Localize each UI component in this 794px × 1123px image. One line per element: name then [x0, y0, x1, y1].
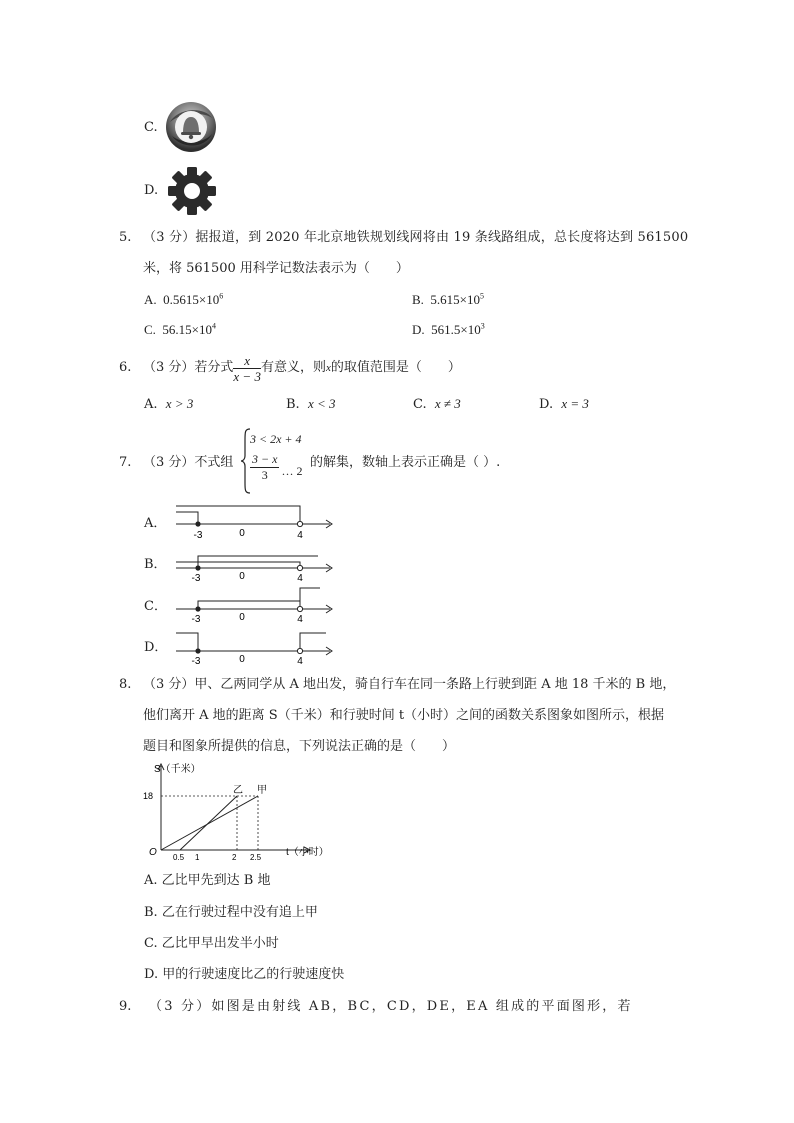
open-point: [297, 648, 302, 653]
q8-option-b: B. 乙在行驶过程中没有追上甲: [144, 905, 318, 920]
q7-suffix: 的解集，数轴上表示正确是（ ）.: [310, 455, 501, 470]
x-tick-2: 2: [232, 853, 237, 862]
x-tick-0.5: 0.5: [173, 853, 185, 862]
q6-stem: （3 分）若分式 $\frac{x}{x - 3}$ 有意义，则 x 的取值范围是（ ）: [143, 352, 461, 384]
q7-option-b-numberline: [170, 544, 336, 584]
q6-option-d: D. x = 3: [539, 396, 589, 412]
q5-option-a: A. $0.5615\times 10^6$: [144, 291, 224, 307]
q7-option-a-label: A．: [144, 516, 167, 531]
q7-option-a-numberline: [170, 500, 336, 542]
x-axis-label: t（小时）: [286, 847, 329, 858]
q8-stem-line3: 题目和图象所提供的信息，下列说法正确的是（ ）: [143, 739, 456, 754]
q6-option-b: B. x < 3: [286, 396, 336, 412]
q8-option-a: A. 乙比甲先到达 B 地: [144, 873, 271, 888]
open-point: [297, 521, 302, 526]
q5-option-b: B. $5.615\times 10^5$: [412, 291, 485, 307]
q9-stem: （3 分）如图是由射线 AB，BC，CD，DE，EA 组成的平面图形，若: [149, 999, 633, 1014]
q5-option-c: C. $56.15\times 10^4$: [144, 321, 217, 337]
q7-option-b-label: B．: [144, 557, 167, 572]
q7-option-c-numberline: [170, 585, 336, 625]
line-yi: [180, 796, 237, 850]
q7-option-c-label: C．: [144, 599, 167, 614]
tick-label-right: 4: [297, 530, 303, 541]
bell-ring-logo-icon: [164, 100, 218, 154]
tick-label-zero: 0: [239, 571, 245, 582]
line-jia: [161, 796, 258, 850]
series-label-yi: 乙: [233, 785, 243, 796]
tick-label-right: 4: [297, 614, 303, 625]
q4-option-c-label: C.: [144, 120, 158, 135]
tick-label-left: -3: [191, 656, 201, 667]
series-label-jia: 甲: [257, 785, 267, 796]
q8-option-d: D. 甲的行驶速度比乙的行驶速度快: [144, 967, 345, 982]
origin-label: O: [149, 847, 157, 858]
closed-point: [195, 521, 200, 526]
q7-prefix: （3 分）不式组: [143, 455, 234, 470]
q8-stem-line1: （3 分）甲、乙两同学从 A 地出发，骑自行车在同一条路上行驶到距 A 地 18 千米的 B 地，: [143, 677, 676, 692]
q7-inequality-2: $\frac{3 - x}{3}$ … 2: [252, 452, 303, 482]
x-tick-2.5: 2.5: [250, 853, 262, 862]
tick-label-left: -3: [191, 614, 201, 625]
q8-distance-time-graph: [140, 758, 340, 864]
q5-option-d: D. $561.5\times 10^3$: [412, 321, 485, 337]
q5-stem-line1: （3 分）据报道，到 2020 年北京地铁规划线网将由 19 条线路组成，总长度将达到 561500: [143, 230, 689, 245]
q5-number: 5.: [119, 230, 132, 245]
x-tick-1: 1: [195, 853, 200, 862]
gear-icon: [166, 166, 218, 216]
q7-option-d-label: D．: [144, 640, 168, 655]
q8-option-c: C. 乙比甲早出发半小时: [144, 936, 279, 951]
q8-stem-line2: 他们离开 A 地的距离 S（千米）和行驶时间 t（小时）之间的函数关系图象如图所示，根据: [143, 708, 665, 723]
open-point: [297, 565, 302, 570]
q6-fraction: $\frac{x}{x - 3}$: [233, 352, 261, 384]
q6-option-a: A. x > 3: [144, 396, 194, 412]
q9-number: 9.: [119, 999, 132, 1014]
tick-label-zero: 0: [239, 528, 245, 539]
q7-option-d-numberline: [170, 627, 336, 667]
q7-number: 7.: [119, 455, 132, 470]
q4-option-d-label: D.: [144, 183, 159, 198]
tick-label-left: -3: [191, 573, 201, 584]
closed-point: [195, 565, 200, 570]
q6-option-c: C. x ≠ 3: [413, 396, 461, 412]
y-axis-label: S（千米）: [154, 764, 201, 775]
closed-point: [195, 648, 200, 653]
y-tick-18: 18: [143, 791, 154, 801]
q5-stem-line2: 米，将 561500 用科学记数法表示为（ ）: [143, 261, 409, 276]
tick-label-right: 4: [297, 573, 303, 584]
tick-label-right: 4: [297, 656, 303, 667]
q8-number: 8.: [119, 677, 132, 692]
tick-label-left: -3: [193, 530, 203, 541]
tick-label-zero: 0: [239, 612, 245, 623]
tick-label-zero: 0: [239, 654, 245, 665]
q6-number: 6.: [119, 360, 132, 375]
open-point: [297, 606, 302, 611]
q7-inequality-1: 3 < 2x + 4: [250, 432, 302, 446]
closed-point: [195, 606, 200, 611]
